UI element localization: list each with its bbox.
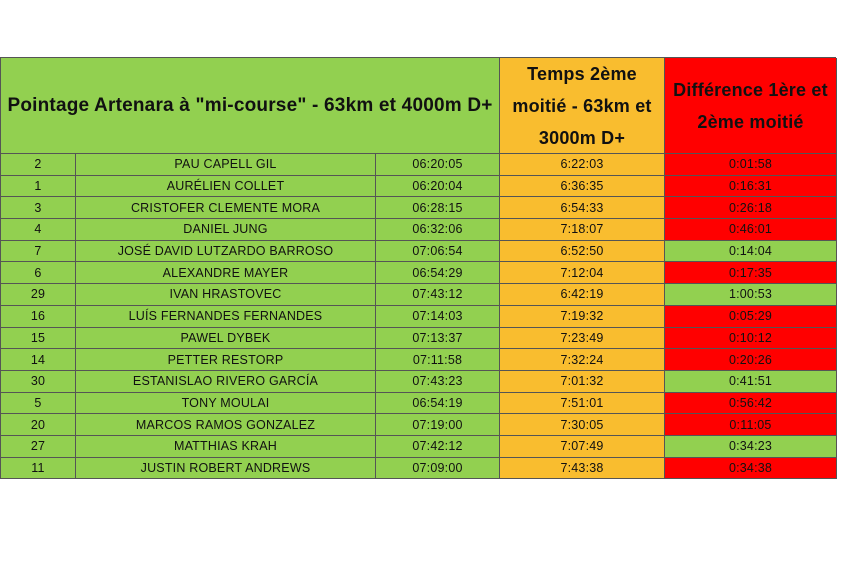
first-half-time-cell: 06:54:19: [376, 393, 500, 415]
position-cell: 7: [1, 241, 76, 263]
runner-name-cell: PETTER RESTORP: [76, 349, 376, 371]
table-title: Pointage Artenara à "mi-course" - 63km et 4000m D+: [1, 58, 500, 154]
runner-name-cell: PAWEL DYBEK: [76, 328, 376, 350]
first-half-time-cell: 06:32:06: [376, 219, 500, 241]
second-half-time-cell: 7:51:01: [500, 393, 665, 415]
runner-name-cell: TONY MOULAI: [76, 393, 376, 415]
position-cell: 11: [1, 458, 76, 480]
difference-cell: 0:10:12: [665, 328, 837, 350]
second-half-time-cell: 7:30:05: [500, 414, 665, 436]
second-half-time-cell: 7:19:32: [500, 306, 665, 328]
difference-cell: 0:34:23: [665, 436, 837, 458]
second-half-time-cell: 7:23:49: [500, 328, 665, 350]
first-half-time-cell: 07:14:03: [376, 306, 500, 328]
second-half-time-cell: 7:01:32: [500, 371, 665, 393]
runner-name-cell: LUÍS FERNANDES FERNANDES: [76, 306, 376, 328]
difference-cell: 0:26:18: [665, 197, 837, 219]
position-cell: 20: [1, 414, 76, 436]
position-cell: 3: [1, 197, 76, 219]
runner-name-cell: ALEXANDRE MAYER: [76, 262, 376, 284]
difference-cell: 0:16:31: [665, 176, 837, 198]
runner-name-cell: AURÉLIEN COLLET: [76, 176, 376, 198]
second-half-time-cell: 6:42:19: [500, 284, 665, 306]
runner-name-cell: JUSTIN ROBERT ANDREWS: [76, 458, 376, 480]
position-cell: 29: [1, 284, 76, 306]
second-half-time-cell: 7:32:24: [500, 349, 665, 371]
first-half-time-cell: 07:43:12: [376, 284, 500, 306]
first-half-time-cell: 07:11:58: [376, 349, 500, 371]
first-half-time-cell: 06:28:15: [376, 197, 500, 219]
position-cell: 5: [1, 393, 76, 415]
position-cell: 15: [1, 328, 76, 350]
position-cell: 2: [1, 154, 76, 176]
difference-header: Différence 1ère et 2ème moitié: [665, 58, 837, 154]
second-half-time-cell: 6:54:33: [500, 197, 665, 219]
first-half-time-cell: 06:54:29: [376, 262, 500, 284]
second-half-time-cell: 6:36:35: [500, 176, 665, 198]
runner-name-cell: JOSÉ DAVID LUTZARDO BARROSO: [76, 241, 376, 263]
first-half-time-cell: 07:19:00: [376, 414, 500, 436]
first-half-time-cell: 07:09:00: [376, 458, 500, 480]
position-cell: 6: [1, 262, 76, 284]
difference-cell: 0:01:58: [665, 154, 837, 176]
first-half-time-cell: 07:13:37: [376, 328, 500, 350]
runner-name-cell: DANIEL JUNG: [76, 219, 376, 241]
difference-cell: 0:11:05: [665, 414, 837, 436]
second-half-time-cell: 7:43:38: [500, 458, 665, 480]
first-half-time-cell: 07:42:12: [376, 436, 500, 458]
difference-cell: 0:56:42: [665, 393, 837, 415]
first-half-time-cell: 06:20:05: [376, 154, 500, 176]
second-half-time-cell: 6:52:50: [500, 241, 665, 263]
results-table: [0, 57, 836, 479]
difference-cell: 0:34:38: [665, 458, 837, 480]
position-cell: 14: [1, 349, 76, 371]
difference-cell: 0:46:01: [665, 219, 837, 241]
runner-name-cell: IVAN HRASTOVEC: [76, 284, 376, 306]
runner-name-cell: MARCOS RAMOS GONZALEZ: [76, 414, 376, 436]
difference-cell: 0:20:26: [665, 349, 837, 371]
position-cell: 4: [1, 219, 76, 241]
first-half-time-cell: 06:20:04: [376, 176, 500, 198]
second-half-time-cell: 7:18:07: [500, 219, 665, 241]
position-cell: 30: [1, 371, 76, 393]
position-cell: 27: [1, 436, 76, 458]
position-cell: 1: [1, 176, 76, 198]
difference-cell: 0:41:51: [665, 371, 837, 393]
runner-name-cell: PAU CAPELL GIL: [76, 154, 376, 176]
second-half-time-cell: 6:22:03: [500, 154, 665, 176]
difference-cell: 1:00:53: [665, 284, 837, 306]
first-half-time-cell: 07:43:23: [376, 371, 500, 393]
runner-name-cell: CRISTOFER CLEMENTE MORA: [76, 197, 376, 219]
difference-cell: 0:05:29: [665, 306, 837, 328]
difference-cell: 0:17:35: [665, 262, 837, 284]
difference-cell: 0:14:04: [665, 241, 837, 263]
second-half-time-header: Temps 2ème moitié - 63km et 3000m D+: [500, 58, 665, 154]
second-half-time-cell: 7:12:04: [500, 262, 665, 284]
runner-name-cell: ESTANISLAO RIVERO GARCÍA: [76, 371, 376, 393]
position-cell: 16: [1, 306, 76, 328]
second-half-time-cell: 7:07:49: [500, 436, 665, 458]
first-half-time-cell: 07:06:54: [376, 241, 500, 263]
runner-name-cell: MATTHIAS KRAH: [76, 436, 376, 458]
